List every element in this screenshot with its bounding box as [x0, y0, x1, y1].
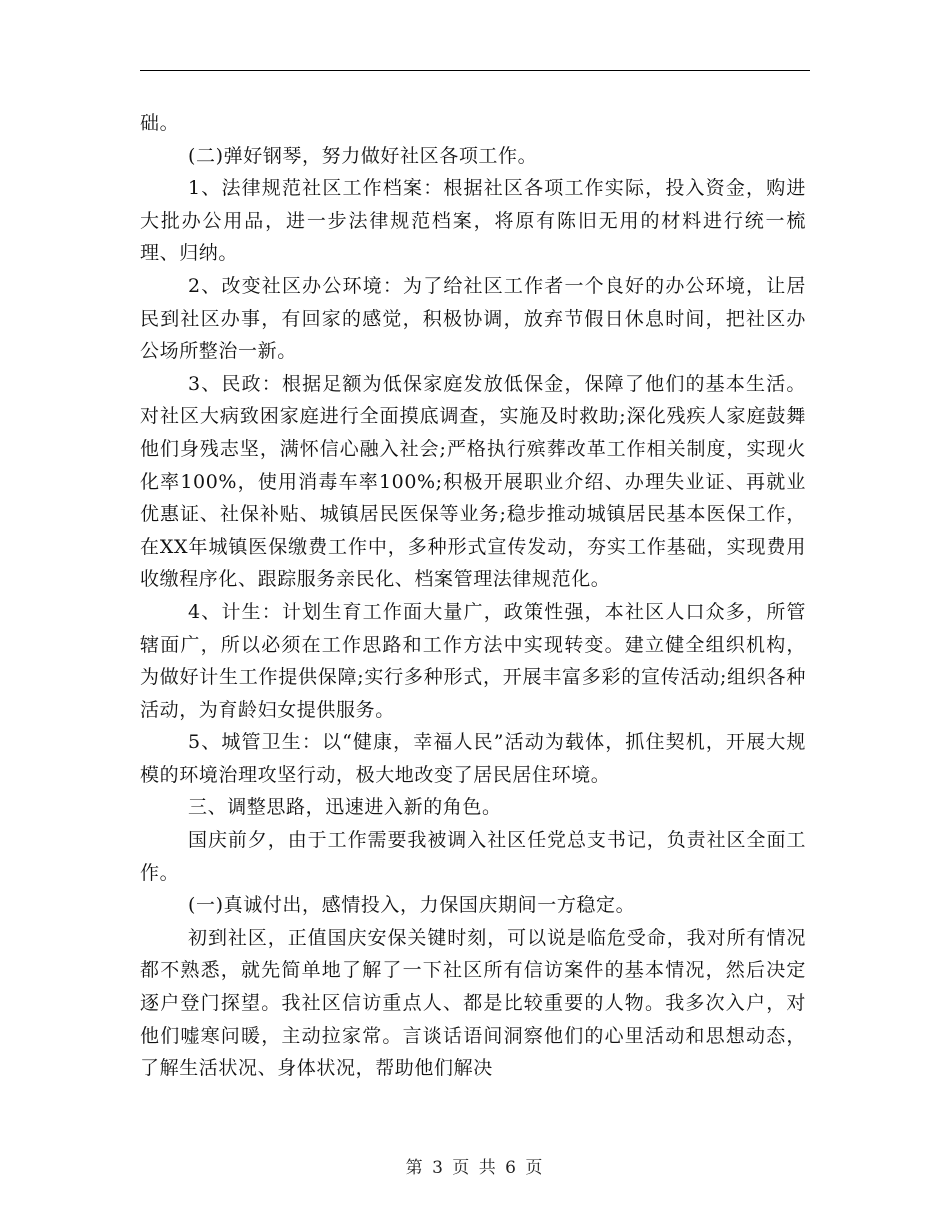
header-rule: [140, 70, 810, 71]
section-heading-3: 三、调整思路，迅速进入新的角色。: [188, 796, 502, 819]
section-heading-2: (二)弹好钢琴，努力做好社区各项工作。: [188, 144, 538, 167]
document-body: [140, 107, 806, 1085]
paragraph-national-day: 初到社区，正值国庆安保关键时刻，可以说是临危受命，我对所有情况都不熟悉，就先简单地了解了一下社区所有信访案件的基本情况，然后决定逐户登门探望。我社区信访重点人、都是比较重要的人物。我多次入户，对他们嘘寒问暖，主动拉家常。言谈话语间洞察他们的心里活动和思想动态，了解生活状况、身体状况，帮助他们解决: [140, 926, 806, 1080]
paragraph-archives: 1、法律规范社区工作档案：根据社区各项工作实际，投入资金，购进大批办公用品，进一步法律规范档案，将原有陈旧无用的材料进行统一梳理、归纳。: [140, 177, 806, 265]
subsection-heading-1: (一)真诚付出，感情投入，力保国庆期间一方稳定。: [188, 894, 636, 917]
paragraph-urban-sanitation: 5、城管卫生：以“健康，幸福人民”活动为载体，抓住契机，开展大规模的环境治理攻坚行动，极大地改变了居民居住环境。: [140, 731, 806, 786]
paragraph-civil-affairs: 3、民政：根据足额为低保家庭发放低保金，保障了他们的基本生活。对社区大病致困家庭进行全面摸底调查，实施及时救助;深化残疾人家庭鼓舞他们身残志坚，满怀信心融入社会;严格执行殡葬改革工作相关制度，实现火化率100%，使用消毒车率100%;积极开展职业介绍、办理失业证、再就业优惠证、社保补贴、城镇居民医保等业务;稳步推动城镇居民基本医保工作，在XX年城镇医保缴费工作中，多种形式宣传发动，夯实工作基础，实现费用收缴程序化、跟踪服务亲民化、档案管理法律规范化。: [140, 372, 806, 591]
paragraph-continuation: 础。: [140, 112, 180, 134]
paragraph-family-planning: 4、计生：计划生育工作面大量广，政策性强，本社区人口众多，所管辖面广，所以必须在工作思路和工作方法中实现转变。建立健全组织机构，为做好计生工作提供保障;实行多种形式，开展丰富多彩的宣传活动;组织各种活动，为育龄妇女提供服务。: [140, 600, 806, 721]
paragraph-office-environment: 2、改变社区办公环境：为了给社区工作者一个良好的办公环境，让居民到社区办事，有回家的感觉，积极协调，放弃节假日休息时间，把社区办公场所整治一新。: [140, 274, 806, 363]
page-number-footer: 第 3 页 共 6 页: [405, 1158, 545, 1178]
paragraph-transfer: 国庆前夕，由于工作需要我被调入社区任党总支书记，负责社区全面工作。: [140, 829, 806, 884]
